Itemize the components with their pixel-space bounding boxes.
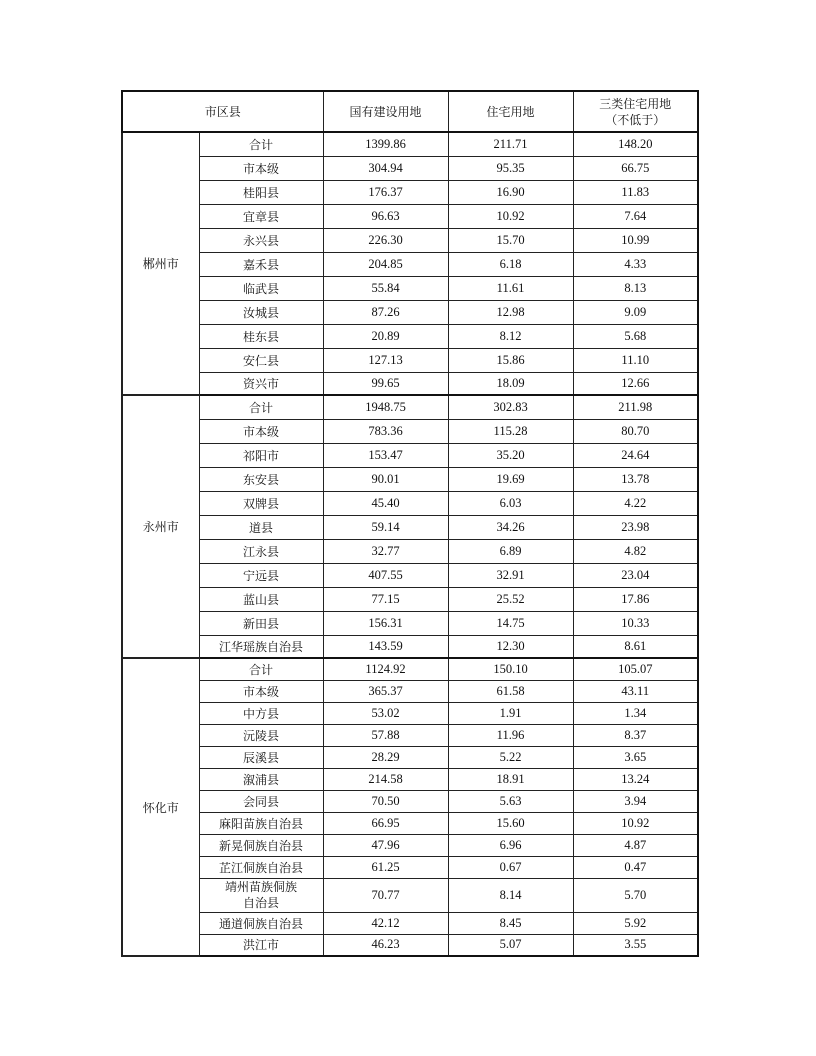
- class3-residential-cell: 7.64: [573, 204, 698, 228]
- state-land-cell: 42.12: [323, 912, 448, 934]
- residential-cell: 61.58: [448, 680, 573, 702]
- residential-cell: 25.52: [448, 587, 573, 611]
- table-row: [122, 132, 698, 156]
- state-land-cell: 204.85: [323, 252, 448, 276]
- residential-cell: 11.96: [448, 724, 573, 746]
- table-row: [122, 812, 698, 834]
- table-row: [122, 563, 698, 587]
- state-land-cell: 783.36: [323, 419, 448, 443]
- table-row: [122, 878, 698, 912]
- table-row: [122, 856, 698, 878]
- table-body: [122, 132, 698, 956]
- county-name-cell: 通道侗族自治县: [199, 912, 323, 934]
- county-name-cell: 桂东县: [199, 324, 323, 348]
- county-name-cell: 宁远县: [199, 563, 323, 587]
- county-name-cell: 嘉禾县: [199, 252, 323, 276]
- county-name-cell: 合计: [199, 395, 323, 419]
- table-row: [122, 790, 698, 812]
- city-cell: 郴州市: [122, 132, 199, 395]
- state-land-cell: 55.84: [323, 276, 448, 300]
- county-name-cell: 溆浦县: [199, 768, 323, 790]
- residential-cell: 95.35: [448, 156, 573, 180]
- table-row: [122, 724, 698, 746]
- residential-cell: 12.30: [448, 635, 573, 658]
- table-row: [122, 395, 698, 419]
- state-land-cell: 20.89: [323, 324, 448, 348]
- class3-residential-cell: 3.65: [573, 746, 698, 768]
- county-name-cell: 中方县: [199, 702, 323, 724]
- class3-residential-cell: 4.22: [573, 491, 698, 515]
- table-row: [122, 300, 698, 324]
- county-name-line2: 自治县: [243, 896, 280, 910]
- class3-residential-cell: 211.98: [573, 395, 698, 419]
- table-row: [122, 934, 698, 956]
- residential-cell: 302.83: [448, 395, 573, 419]
- county-name-cell: 汝城县: [199, 300, 323, 324]
- county-name-cell: 江华瑶族自治县: [199, 635, 323, 658]
- county-name-cell: 洪江市: [199, 934, 323, 956]
- state-land-cell: 46.23: [323, 934, 448, 956]
- table-row: [122, 635, 698, 658]
- class3-residential-cell: 8.13: [573, 276, 698, 300]
- residential-cell: 18.09: [448, 372, 573, 395]
- state-land-cell: 153.47: [323, 443, 448, 467]
- county-name-cell: 沅陵县: [199, 724, 323, 746]
- county-name-cell: 新晃侗族自治县: [199, 834, 323, 856]
- residential-cell: 6.03: [448, 491, 573, 515]
- class3-residential-cell: 8.37: [573, 724, 698, 746]
- county-name-cell: 道县: [199, 515, 323, 539]
- table-row: [122, 156, 698, 180]
- residential-cell: 6.18: [448, 252, 573, 276]
- table-row: [122, 702, 698, 724]
- county-name-cell: 市本级: [199, 156, 323, 180]
- state-land-cell: 407.55: [323, 563, 448, 587]
- county-name-cell: 合计: [199, 132, 323, 156]
- county-name-cell: 会同县: [199, 790, 323, 812]
- state-land-cell: 127.13: [323, 348, 448, 372]
- residential-cell: 1.91: [448, 702, 573, 724]
- residential-cell: 15.86: [448, 348, 573, 372]
- residential-cell: 32.91: [448, 563, 573, 587]
- state-land-cell: 32.77: [323, 539, 448, 563]
- county-name-cell: 江永县: [199, 539, 323, 563]
- class3-residential-cell: 0.47: [573, 856, 698, 878]
- city-cell: 永州市: [122, 395, 199, 658]
- residential-cell: 10.92: [448, 204, 573, 228]
- class3-residential-cell: 23.98: [573, 515, 698, 539]
- residential-cell: 16.90: [448, 180, 573, 204]
- table-row: [122, 348, 698, 372]
- class3-residential-cell: 24.64: [573, 443, 698, 467]
- table-row: [122, 611, 698, 635]
- table-row: [122, 180, 698, 204]
- county-name-cell: 永兴县: [199, 228, 323, 252]
- table-row: [122, 324, 698, 348]
- residential-cell: 0.67: [448, 856, 573, 878]
- state-land-cell: 214.58: [323, 768, 448, 790]
- table-row: [122, 443, 698, 467]
- county-name-cell: 市本级: [199, 680, 323, 702]
- state-land-cell: 47.96: [323, 834, 448, 856]
- class3-residential-cell: 3.55: [573, 934, 698, 956]
- residential-cell: 211.71: [448, 132, 573, 156]
- county-name-cell: 新田县: [199, 611, 323, 635]
- state-land-cell: 99.65: [323, 372, 448, 395]
- residential-cell: 18.91: [448, 768, 573, 790]
- class3-residential-cell: 11.10: [573, 348, 698, 372]
- class3-residential-cell: 5.70: [573, 878, 698, 912]
- county-name-cell: 安仁县: [199, 348, 323, 372]
- residential-cell: 11.61: [448, 276, 573, 300]
- state-land-cell: 143.59: [323, 635, 448, 658]
- residential-cell: 34.26: [448, 515, 573, 539]
- state-land-cell: 1948.75: [323, 395, 448, 419]
- county-name-line1: 靖州苗族侗族: [225, 880, 298, 894]
- county-name-cell: 宜章县: [199, 204, 323, 228]
- table-row: [122, 746, 698, 768]
- residential-cell: 8.45: [448, 912, 573, 934]
- table-row: [122, 515, 698, 539]
- state-land-cell: 45.40: [323, 491, 448, 515]
- county-name-cell: 桂阳县: [199, 180, 323, 204]
- residential-cell: 19.69: [448, 467, 573, 491]
- class3-residential-cell: 148.20: [573, 132, 698, 156]
- county-name-cell: 芷江侗族自治县: [199, 856, 323, 878]
- state-land-cell: 61.25: [323, 856, 448, 878]
- class3-residential-cell: 43.11: [573, 680, 698, 702]
- state-land-cell: 96.63: [323, 204, 448, 228]
- class3-residential-cell: 9.09: [573, 300, 698, 324]
- table-row: [122, 276, 698, 300]
- residential-cell: 8.14: [448, 878, 573, 912]
- header-row: [122, 91, 698, 132]
- county-name-cell: 市本级: [199, 419, 323, 443]
- residential-cell: 5.63: [448, 790, 573, 812]
- state-land-cell: 156.31: [323, 611, 448, 635]
- county-name-cell: 蓝山县: [199, 587, 323, 611]
- residential-cell: 14.75: [448, 611, 573, 635]
- table-row: [122, 539, 698, 563]
- class3-residential-cell: 17.86: [573, 587, 698, 611]
- table-row: [122, 228, 698, 252]
- class3-residential-cell: 10.33: [573, 611, 698, 635]
- county-name-cell: [199, 878, 323, 912]
- class3-residential-cell: 11.83: [573, 180, 698, 204]
- class3-residential-cell: 105.07: [573, 658, 698, 680]
- table-row: [122, 768, 698, 790]
- class3-residential-cell: 12.66: [573, 372, 698, 395]
- header-class3-line1: 三类住宅用地: [599, 96, 672, 111]
- header-class3-residential: [573, 91, 698, 132]
- state-land-cell: 28.29: [323, 746, 448, 768]
- county-name-cell: 资兴市: [199, 372, 323, 395]
- state-land-cell: 1124.92: [323, 658, 448, 680]
- class3-residential-cell: 10.92: [573, 812, 698, 834]
- table-row: [122, 372, 698, 395]
- residential-cell: 6.89: [448, 539, 573, 563]
- class3-residential-cell: 66.75: [573, 156, 698, 180]
- state-land-cell: 1399.86: [323, 132, 448, 156]
- state-land-cell: 70.50: [323, 790, 448, 812]
- residential-cell: 15.70: [448, 228, 573, 252]
- class3-residential-cell: 23.04: [573, 563, 698, 587]
- header-residential: 住宅用地: [448, 91, 573, 132]
- city-cell: 怀化市: [122, 658, 199, 956]
- table-row: [122, 252, 698, 276]
- class3-residential-cell: 4.87: [573, 834, 698, 856]
- table-row: [122, 912, 698, 934]
- table-row: [122, 680, 698, 702]
- state-land-cell: 53.02: [323, 702, 448, 724]
- class3-residential-cell: 80.70: [573, 419, 698, 443]
- residential-cell: 12.98: [448, 300, 573, 324]
- residential-cell: 15.60: [448, 812, 573, 834]
- residential-cell: 8.12: [448, 324, 573, 348]
- class3-residential-cell: 13.24: [573, 768, 698, 790]
- class3-residential-cell: 3.94: [573, 790, 698, 812]
- state-land-cell: 59.14: [323, 515, 448, 539]
- table-row: [122, 467, 698, 491]
- class3-residential-cell: 4.33: [573, 252, 698, 276]
- table-row: [122, 491, 698, 515]
- class3-residential-cell: 13.78: [573, 467, 698, 491]
- state-land-cell: 87.26: [323, 300, 448, 324]
- county-name-cell: 合计: [199, 658, 323, 680]
- county-name-cell: 辰溪县: [199, 746, 323, 768]
- state-land-cell: 226.30: [323, 228, 448, 252]
- table-row: [122, 587, 698, 611]
- table-row: [122, 834, 698, 856]
- county-name-cell: 双牌县: [199, 491, 323, 515]
- header-region: 市区县: [122, 91, 323, 132]
- state-land-cell: 66.95: [323, 812, 448, 834]
- county-name-cell: 祁阳市: [199, 443, 323, 467]
- state-land-cell: 70.77: [323, 878, 448, 912]
- state-land-cell: 77.15: [323, 587, 448, 611]
- residential-cell: 115.28: [448, 419, 573, 443]
- county-name-cell: 麻阳苗族自治县: [199, 812, 323, 834]
- class3-residential-cell: 1.34: [573, 702, 698, 724]
- residential-cell: 150.10: [448, 658, 573, 680]
- county-name-cell: 临武县: [199, 276, 323, 300]
- header-class3-line2: （不低于）: [605, 112, 666, 127]
- county-name-cell: 东安县: [199, 467, 323, 491]
- state-land-cell: 304.94: [323, 156, 448, 180]
- state-land-cell: 57.88: [323, 724, 448, 746]
- residential-cell: 35.20: [448, 443, 573, 467]
- residential-cell: 6.96: [448, 834, 573, 856]
- state-land-cell: 176.37: [323, 180, 448, 204]
- class3-residential-cell: 4.82: [573, 539, 698, 563]
- table-row: [122, 419, 698, 443]
- class3-residential-cell: 5.68: [573, 324, 698, 348]
- residential-cell: 5.07: [448, 934, 573, 956]
- residential-cell: 5.22: [448, 746, 573, 768]
- class3-residential-cell: 5.92: [573, 912, 698, 934]
- header-state-land: 国有建设用地: [323, 91, 448, 132]
- land-supply-table: [121, 90, 699, 957]
- state-land-cell: 365.37: [323, 680, 448, 702]
- table-row: [122, 658, 698, 680]
- table-row: [122, 204, 698, 228]
- class3-residential-cell: 8.61: [573, 635, 698, 658]
- state-land-cell: 90.01: [323, 467, 448, 491]
- class3-residential-cell: 10.99: [573, 228, 698, 252]
